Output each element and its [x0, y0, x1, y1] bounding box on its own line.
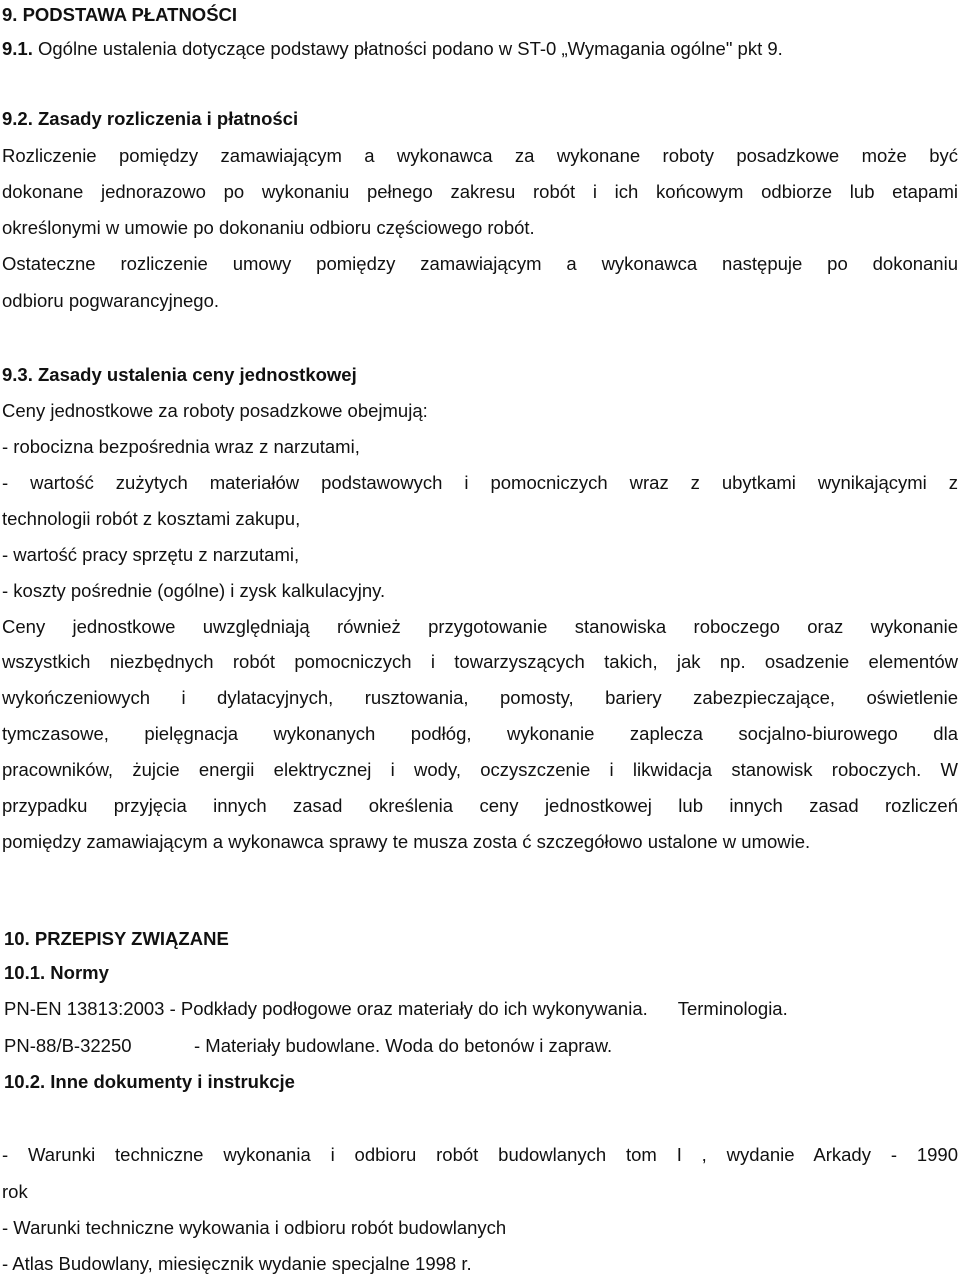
section-10-heading: 10. PRZEPISY ZWIĄZANE [4, 928, 229, 949]
paragraph-line: Rozliczenie pomiędzy zamawiającym a wykonawca za wykonane roboty posadzkowe może być [2, 145, 958, 166]
subsection-9-1 [2, 38, 783, 60]
paragraph-line: Ceny jednostkowe uwzględniają również przygotowanie stanowiska roboczego oraz wykonanie [2, 616, 958, 637]
subsection-9-3-heading: Zasady ustalenia ceny jednostkowej [38, 364, 357, 385]
subsection-9-2-number: 9.2. [2, 108, 33, 129]
list-item: - Warunki techniczne wykonania i odbioru robót budowlanych tom I , wydanie Arkady - 1990 [2, 1144, 958, 1165]
section-9-heading: 9. PODSTAWA PŁATNOŚCI [2, 4, 238, 25]
paragraph-line: dokonane jednorazowo po wykonaniu pełnego zakresu robót i ich końcowym odbiorze lub etapami [2, 181, 958, 202]
paragraph-line: tymczasowe, pielęgnacja wykonanych podłóg, wykonanie zaplecza socjalno-biurowego dla [2, 723, 958, 744]
list-item: - Atlas Budowlany, miesięcznik wydanie specjalne 1998 r. [2, 1253, 472, 1274]
paragraph-line: wszystkich niezbędnych robót pomocniczych i towarzyszących takich, jak np. osadzenie elementów [2, 651, 958, 672]
subsection-9-2-heading: Zasady rozliczenia i płatności [38, 108, 299, 129]
list-item-continuation: technologii robót z kosztami zakupu, [2, 508, 301, 529]
norm-entry-text: - Materiały budowlane. Woda do betonów i zapraw. [194, 1035, 613, 1056]
subsection-9-2-title [2, 108, 298, 130]
list-item: - robocizna bezpośrednia wraz z narzutami, [2, 436, 360, 457]
subsection-9-1-number: 9.1. [2, 38, 33, 59]
list-item: - wartość zużytych materiałów podstawowych i pomocniczych wraz z ubytkami wynikającymi z [2, 472, 958, 493]
norm-code: PN-88/B-32250 [4, 1035, 132, 1056]
paragraph-line: przypadku przyjęcia innych zasad określenia ceny jednostkowej lub innych zasad rozliczeń [2, 795, 958, 816]
subsection-9-3-number: 9.3. [2, 364, 33, 385]
norm-entry [4, 1035, 612, 1057]
norm-entry-suffix: Terminologia. [677, 998, 788, 1019]
paragraph-line: odbioru pogwarancyjnego. [2, 290, 220, 311]
subsection-9-3-title [2, 364, 357, 386]
norm-entry [4, 998, 788, 1020]
list-item-continuation: rok [2, 1181, 28, 1202]
norm-entry-text: PN-EN 13813:2003 - Podkłady podłogowe oraz materiały do ich wykonywania. [4, 998, 648, 1019]
list-item: - wartość pracy sprzętu z narzutami, [2, 544, 300, 565]
paragraph-line: Ceny jednostkowe za roboty posadzkowe obejmują: [2, 400, 428, 421]
paragraph-line: pomiędzy zamawiającym a wykonawca sprawy te musza zosta ć szczegółowo ustalone w umowie. [2, 831, 811, 852]
subsection-10-2-title: 10.2. Inne dokumenty i instrukcje [4, 1071, 295, 1092]
paragraph-line: określonymi w umowie po dokonaniu odbioru częściowego robót. [2, 217, 535, 238]
subsection-10-1-title: 10.1. Normy [4, 962, 109, 983]
paragraph-line: Ostateczne rozliczenie umowy pomiędzy zamawiającym a wykonawca następuje po dokonaniu [2, 253, 958, 274]
subsection-9-1-text: Ogólne ustalenia dotyczące podstawy płatności podano w ST-0 „Wymagania ogólne" pkt 9. [38, 38, 783, 59]
paragraph-line: pracowników, żujcie energii elektrycznej i wody, oczyszczenie i likwidacja stanowisk roboczych. W [2, 759, 958, 780]
list-item: - koszty pośrednie (ogólne) i zysk kalkulacyjny. [2, 580, 386, 601]
list-item: - Warunki techniczne wykowania i odbioru robót budowlanych [2, 1217, 507, 1238]
paragraph-line: wykończeniowych i dylatacyjnych, rusztowania, pomosty, bariery zabezpieczające, oświetlenie [2, 687, 958, 708]
